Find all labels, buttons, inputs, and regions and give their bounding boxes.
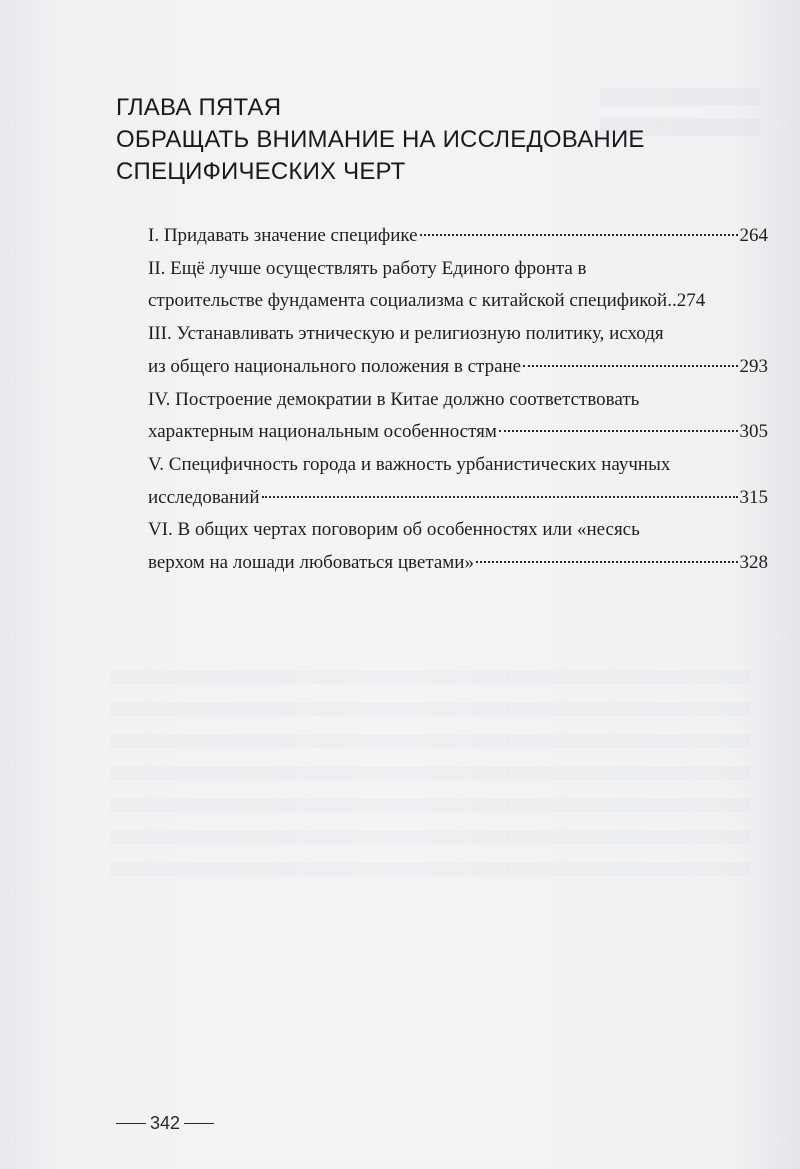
toc-page-number: 305 — [739, 421, 768, 443]
toc-entry-text: IV. Построение демократии в Китае должно соответствовать — [148, 388, 640, 410]
show-through-block — [110, 670, 750, 890]
dot-leader — [262, 495, 738, 498]
dot-leader — [476, 560, 738, 563]
toc-entry-2 — [148, 253, 768, 318]
page-number: 342 — [150, 1113, 181, 1133]
toc-entry-text: исследований — [148, 486, 260, 508]
footer-rule-right — [184, 1123, 214, 1124]
table-of-contents — [148, 220, 768, 580]
toc-entry-text: V. Специфичность города и важность урбанистических научных — [148, 453, 671, 475]
toc-page-number: 293 — [739, 355, 768, 377]
toc-entry-4 — [148, 384, 768, 449]
toc-page-number: 315 — [739, 486, 768, 508]
dot-leader — [523, 364, 737, 367]
chapter-number: ГЛАВА ПЯТАЯ — [116, 94, 282, 121]
footer-rule-left — [116, 1123, 146, 1124]
toc-page-number: 328 — [739, 552, 768, 574]
toc-entry-text: строительстве фундамента социализма с китайской спецификой — [148, 290, 668, 312]
toc-entry-1 — [148, 220, 768, 253]
toc-page-number: 274 — [676, 290, 706, 312]
toc-entry-5 — [148, 449, 768, 514]
chapter-title-line-1: ОБРАЩАТЬ ВНИМАНИЕ НА ИССЛЕДОВАНИЕ — [116, 126, 645, 153]
dot-leader: .. — [667, 290, 677, 312]
dot-leader — [420, 233, 738, 236]
toc-entry-text: характерным национальным особенностям — [148, 421, 497, 443]
toc-entry-text: верхом на лошади любоваться цветами» — [148, 552, 474, 574]
toc-entry-text: из общего национального положения в стране — [148, 355, 522, 377]
dot-leader — [499, 429, 738, 432]
toc-entry-6 — [148, 514, 768, 579]
toc-entry-text: III. Устанавливать этническую и религиозную политику, исходя — [148, 323, 664, 345]
toc-entry-text: I. Придавать значение специфике — [148, 225, 418, 246]
chapter-heading — [116, 92, 716, 188]
toc-entry-text: VI. В общих чертах поговорим об особенностях или «несясь — [148, 519, 640, 541]
toc-page-number: 264 — [739, 225, 768, 246]
toc-entry-text: II. Ещё лучше осуществлять работу Единого фронта в — [148, 257, 587, 279]
chapter-title-line-2: СПЕЦИФИЧЕСКИХ ЧЕРТ — [116, 158, 406, 185]
toc-entry-3 — [148, 318, 768, 383]
page-footer — [112, 1113, 218, 1134]
